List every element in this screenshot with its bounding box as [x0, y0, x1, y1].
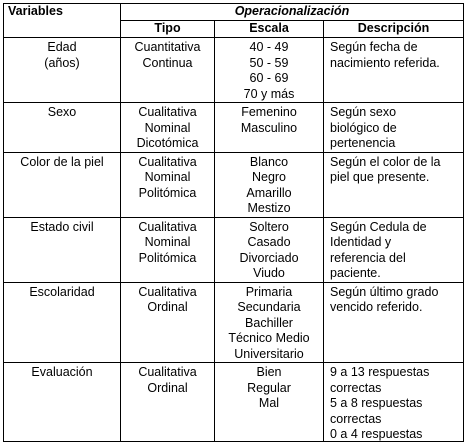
- cell-line: Primaria: [245, 284, 293, 299]
- cell-line: Casado: [247, 235, 291, 249]
- tipo-cell: [121, 103, 215, 153]
- variable-cell: [4, 103, 121, 153]
- cell-line: 5 a 8 respuestas: [330, 396, 423, 410]
- cell-line: Nominal: [144, 235, 191, 249]
- table-body: [4, 38, 464, 442]
- descripcion-cell: [324, 38, 464, 103]
- cell-line: 40 - 49: [249, 40, 289, 54]
- cell-line: Cualitativa: [138, 105, 197, 119]
- cell-line: biológico de: [330, 120, 397, 135]
- header-descripcion: Descripción: [324, 21, 464, 38]
- table-row: [4, 152, 464, 217]
- cell-line: Bachiller: [245, 315, 293, 330]
- table-row: [4, 217, 464, 282]
- variable-cell: [4, 217, 121, 282]
- cell-line: Divorciado: [239, 250, 299, 265]
- cell-line: Amarillo: [246, 185, 292, 200]
- cell-line: Nominal: [144, 120, 191, 135]
- cell-line: Según último grado: [330, 284, 439, 299]
- cell-line: Identidad y: [330, 235, 392, 249]
- escala-cell: [215, 103, 324, 153]
- tipo-cell: [121, 38, 215, 103]
- cell-line: Técnico Medio: [228, 331, 310, 345]
- cell-line: Cualitativa: [138, 154, 197, 169]
- cell-line: nacimiento referida.: [330, 55, 440, 70]
- header-operacionalizacion: Operacionalización: [121, 4, 464, 21]
- table-row: [4, 38, 464, 103]
- escala-cell: [215, 282, 324, 363]
- cell-line: Según Cedula de: [330, 219, 427, 234]
- cell-line: Dicotómica: [136, 136, 199, 150]
- cell-line: 60 - 69: [249, 71, 289, 85]
- descripcion-cell: [324, 152, 464, 217]
- cell-line: Mal: [258, 396, 280, 410]
- cell-line: Bien: [256, 365, 282, 379]
- cell-line: referencia del: [330, 250, 406, 265]
- cell-line: Ordinal: [147, 300, 188, 314]
- cell-line: Blanco: [249, 154, 289, 169]
- table-row: [4, 103, 464, 153]
- cell-line: correctas: [330, 411, 382, 426]
- tipo-cell: [121, 152, 215, 217]
- tipo-cell: [121, 282, 215, 363]
- operationalization-table: [3, 3, 464, 442]
- cell-line: Cualitativa: [138, 365, 197, 379]
- cell-line: Según el color de la: [330, 154, 441, 169]
- descripcion-cell: [324, 217, 464, 282]
- escala-cell: [215, 152, 324, 217]
- cell-line: Cualitativa: [138, 284, 197, 299]
- cell-line: Según fecha de: [330, 40, 418, 54]
- cell-line: Cuantitativa: [134, 40, 201, 54]
- variable-cell: [4, 152, 121, 217]
- cell-line: Escolaridad: [29, 284, 95, 299]
- cell-line: Mestizo: [247, 201, 291, 215]
- cell-line: Según sexo: [330, 105, 397, 119]
- descripcion-cell: [324, 282, 464, 363]
- cell-line: Nominal: [144, 170, 191, 184]
- descripcion-cell: [324, 103, 464, 153]
- cell-line: Negro: [251, 170, 287, 184]
- cell-line: Cualitativa: [138, 219, 197, 234]
- cell-line: Masculino: [240, 120, 298, 135]
- cell-line: Continua: [142, 55, 193, 70]
- cell-line: vencido referido.: [330, 300, 423, 314]
- cell-line: Edad: [47, 40, 77, 54]
- cell-line: 0 a 4 respuestas: [330, 427, 423, 441]
- cell-line: 70 y más: [243, 86, 295, 101]
- cell-line: Regular: [247, 380, 291, 395]
- cell-line: Soltero: [249, 219, 289, 234]
- cell-line: Politómica: [138, 185, 197, 200]
- cell-line: Universitario: [234, 346, 304, 361]
- variable-cell: [4, 282, 121, 363]
- cell-line: (años): [44, 55, 80, 70]
- cell-line: Evaluación: [31, 365, 93, 379]
- cell-line: piel que presente.: [330, 170, 430, 184]
- table-row: [4, 282, 464, 363]
- cell-line: correctas: [330, 380, 382, 395]
- cell-line: paciente.: [330, 266, 381, 280]
- cell-line: Color de la piel: [20, 154, 104, 169]
- escala-cell: [215, 217, 324, 282]
- cell-line: Sexo: [47, 105, 77, 119]
- variable-cell: [4, 38, 121, 103]
- cell-line: 50 - 59: [249, 55, 289, 70]
- tipo-cell: [121, 217, 215, 282]
- cell-line: pertenencia: [330, 136, 396, 150]
- cell-line: Ordinal: [147, 380, 188, 395]
- header-variables: Variables: [4, 4, 121, 38]
- cell-line: Secundaria: [237, 300, 301, 314]
- cell-line: Politómica: [138, 250, 197, 265]
- cell-line: Femenino: [241, 105, 297, 119]
- escala-cell: [215, 38, 324, 103]
- cell-line: Estado civil: [30, 219, 94, 234]
- cell-line: 9 a 13 respuestas: [330, 365, 430, 379]
- header-escala: Escala: [215, 21, 324, 38]
- header-tipo: Tipo: [121, 21, 215, 38]
- cell-line: Viudo: [253, 266, 285, 280]
